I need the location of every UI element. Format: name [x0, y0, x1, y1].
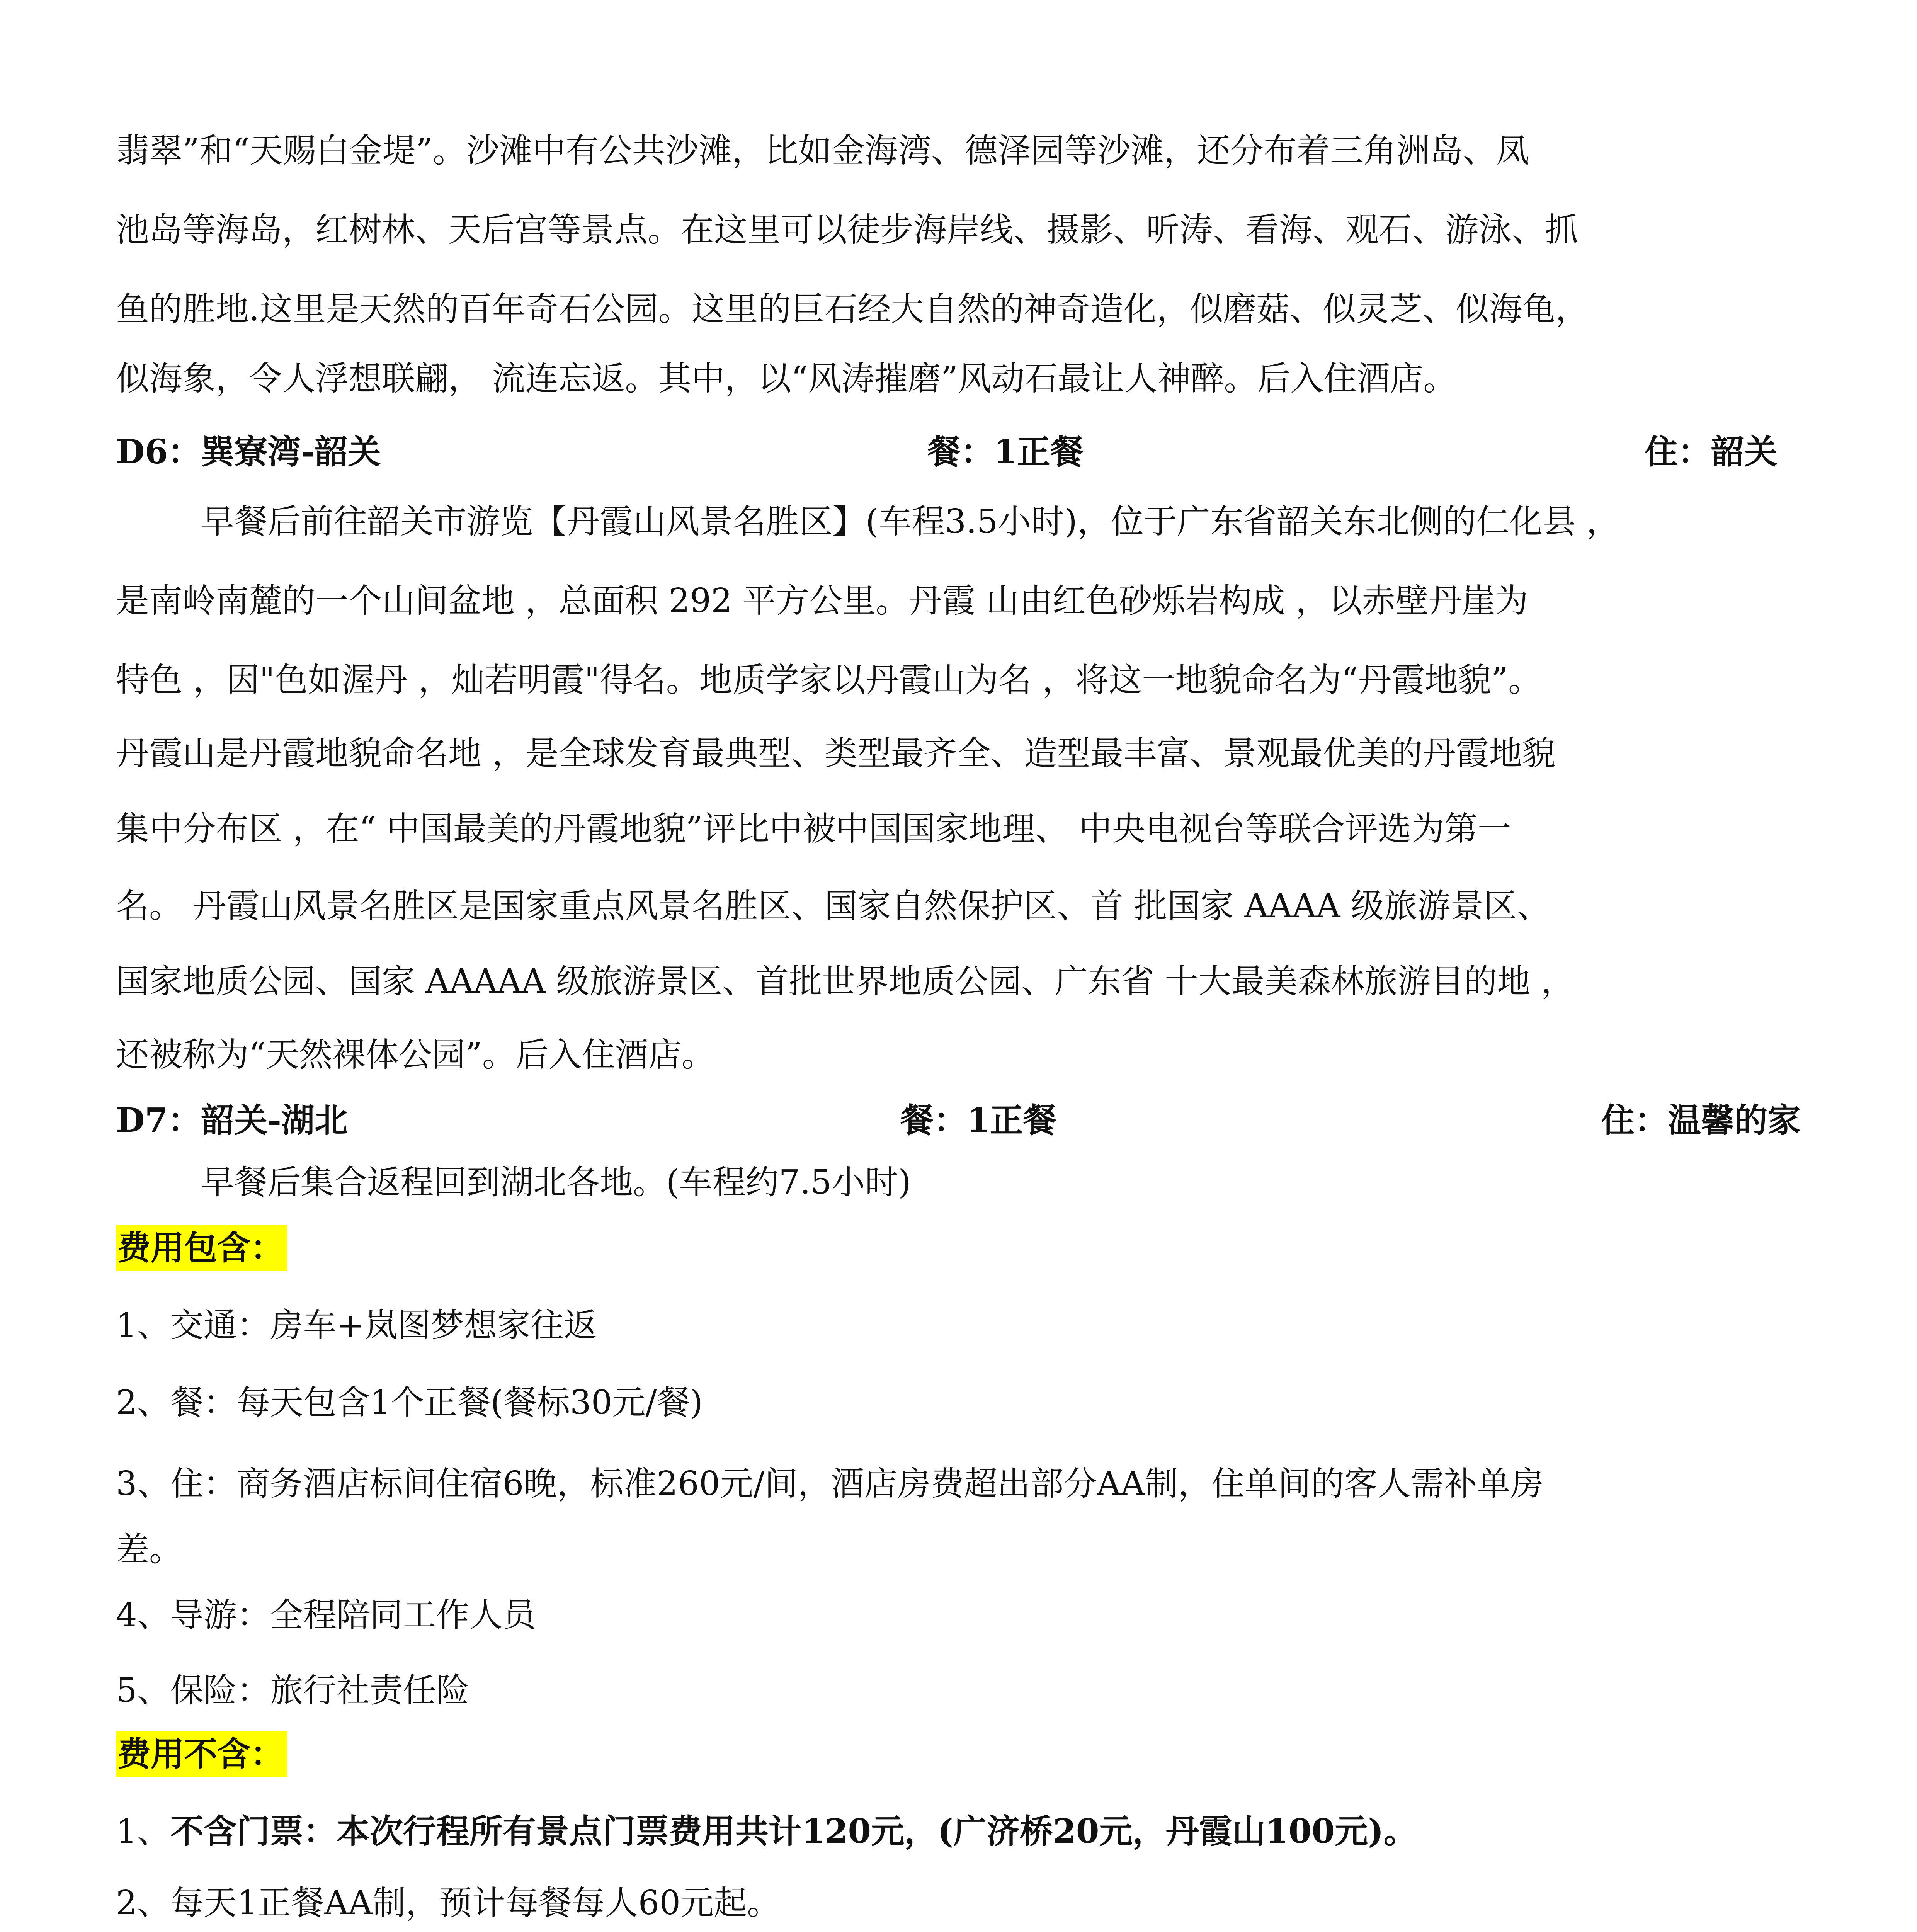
excluded-heading: 费用不含： [116, 1731, 287, 1777]
day6-line-1: 早餐后前往韶关市游览【丹霞山风景名胜区】(车程3.5小时)，位于广东省韶关东北侧的仁化县 ， [201, 502, 1620, 541]
excluded-item-1-text: 不含门票：本次行程所有景点门票费用共计120元，(广济桥20元，丹霞山100元)。 [170, 1812, 1417, 1851]
intro-line-4: 似海象，令人浮想联翩， 流连忘返。其中，以“风涛摧磨”风动石最让人神醉。后入住酒店。 [116, 359, 1457, 398]
included-item-4: 4、导游：全程陪同工作人员 [116, 1596, 536, 1634]
intro-line-3: 鱼的胜地.这里是天然的百年奇石公园。这里的巨石经大自然的神奇造化，似磨菇、似灵芝、似海龟， [116, 290, 1589, 328]
included-item-5: 5、保险：旅行社责任险 [116, 1671, 469, 1710]
day6-line-5: 集中分布区 ，在“ 中国最美的丹霞地貌”评比中被中国国家地理、 中央电视台等联合评选为第一 [116, 810, 1511, 848]
included-item-3-cont: 差。 [116, 1530, 182, 1569]
day6-line-3: 特色 ，因"色如渥丹 ，灿若明霞"得名。地质学家以丹霞山为名 ，将这一地貌命名为“丹霞地貌”。 [116, 661, 1542, 699]
excluded-item-1 [116, 1808, 1801, 1855]
day6-line-2: 是南岭南麓的一个山间盆地 ，总面积 292 平方公里。丹霞 山由红色砂烁岩构成 ，以赤壁丹崖为 [116, 582, 1528, 620]
included-item-2: 2、餐：每天包含1个正餐(餐标30元/餐) [116, 1383, 703, 1422]
day7-meal: 餐：1正餐 [900, 1101, 1056, 1140]
day7-line-1: 早餐后集合返程回到湖北各地。(车程约7.5小时) [201, 1163, 911, 1202]
included-item-3: 3、住：商务酒店标间住宿6晚，标准260元/间，酒店房费超出部分AA制，住单间的客人需补单房 [116, 1464, 1544, 1503]
day7-route: D7：韶关-湖北 [116, 1101, 348, 1140]
excluded-item-1-number: 1、 [116, 1812, 170, 1851]
day6-route: D6：巽寮湾-韶关 [116, 432, 381, 471]
day6-meal: 餐：1正餐 [927, 432, 1084, 471]
day6-line-4: 丹霞山是丹霞地貌命名地 ，是全球发育最典型、类型最齐全、造型最丰富、景观最优美的丹霞地貌 [116, 734, 1556, 773]
day6-header [116, 429, 1801, 475]
day6-line-7: 国家地质公园、国家 AAAAA 级旅游景区、首批世界地质公园、广东省 十大最美森林旅游目的地 ， [116, 962, 1574, 1001]
included-item-1: 1、交通：房车+岚图梦想家往返 [116, 1306, 597, 1345]
day6-stay: 住：韶关 [1645, 432, 1778, 471]
excluded-item-2: 2、每天1正餐AA制，预计每餐每人60元起。 [116, 1884, 781, 1922]
intro-line-2: 池岛等海岛，红树林、天后宫等景点。在这里可以徒步海岸线、摄影、听涛、看海、观石、游泳、抓 [116, 211, 1578, 249]
included-heading: 费用包含： [116, 1225, 287, 1271]
day6-line-6: 名。 丹霞山风景名胜区是国家重点风景名胜区、国家自然保护区、首 批国家 AAAA 级旅游景区、 [116, 887, 1550, 925]
intro-line-1: 翡翠”和“天赐白金堤”。沙滩中有公共沙滩，比如金海湾、德泽园等沙滩，还分布着三角洲岛、凤 [116, 131, 1529, 170]
day7-stay: 住：温馨的家 [1601, 1101, 1801, 1140]
day6-line-8: 还被称为“天然裸体公园”。后入住酒店。 [116, 1036, 715, 1074]
day7-header [116, 1097, 1801, 1144]
